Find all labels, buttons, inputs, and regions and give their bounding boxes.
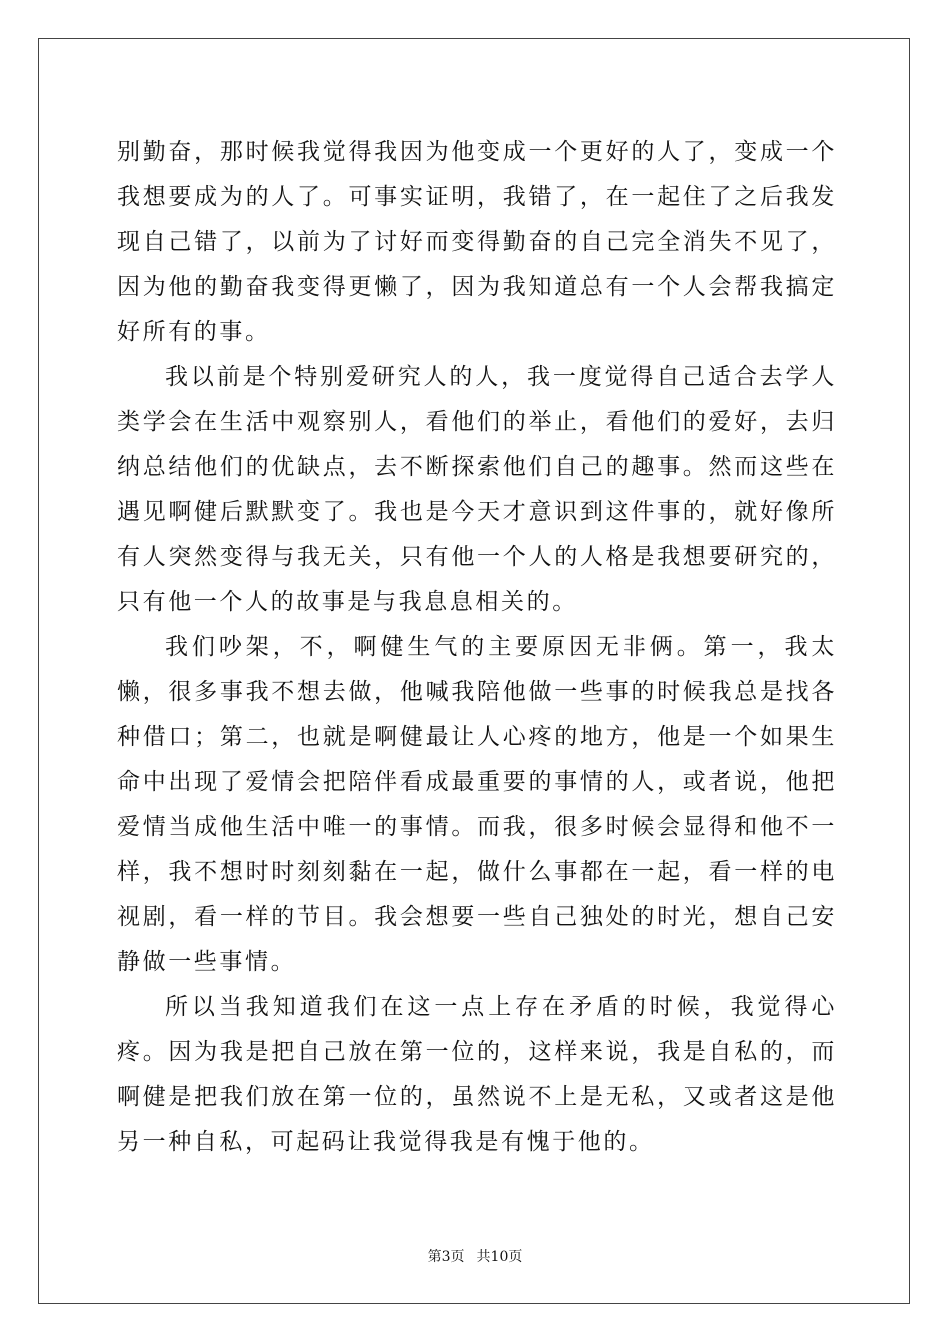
page-footer xyxy=(0,1247,950,1267)
paragraph: 我们吵架，不，啊健生气的主要原因无非俩。第一，我太懒，很多事我不想去做，他喊我陪他做一些事的时候我总是找各种借口；第二，也就是啊健最让人心疼的地方，他是一个如果生命中出现了爱情会把陪伴看成最重要的事情的人，或者说，他把爱情当成他生活中唯一的事情。而我，很多时候会显得和他不一样，我不想时时刻刻黏在一起，做什么事都在一起，看一样的电视剧，看一样的节目。我会想要一些自己独处的时光，想自己安静做一些事情。 xyxy=(117,634,837,975)
page-number: 第3页 xyxy=(427,1249,465,1265)
page-body xyxy=(117,130,837,1165)
paragraph: 我以前是个特别爱研究人的人，我一度觉得自己适合去学人类学会在生活中观察别人，看他们的举止，看他们的爱好，去归纳总结他们的优缺点，去不断探索他们自己的趣事。然而这些在遇见啊健后默默变了。我也是今天才意识到这件事的，就好像所有人突然变得与我无关，只有他一个人的人格是我想要研究的，只有他一个人的故事是与我息息相关的。 xyxy=(117,364,837,615)
paragraph-continuation: 别勤奋，那时候我觉得我因为他变成一个更好的人了，变成一个我想要成为的人了。可事实证明，我错了，在一起住了之后我发现自己错了，以前为了讨好而变得勤奋的自己完全消失不见了，因为他的勤奋我变得更懒了，因为我知道总有一个人会帮我搞定好所有的事。 xyxy=(117,139,837,345)
paragraph: 所以当我知道我们在这一点上存在矛盾的时候，我觉得心疼。因为我是把自己放在第一位的，这样来说，我是自私的，而啊健是把我们放在第一位的，虽然说不上是无私，又或者这是他另一种自私，可起码让我觉得我是有愧于他的。 xyxy=(117,994,837,1155)
page-total: 共10页 xyxy=(476,1249,523,1265)
